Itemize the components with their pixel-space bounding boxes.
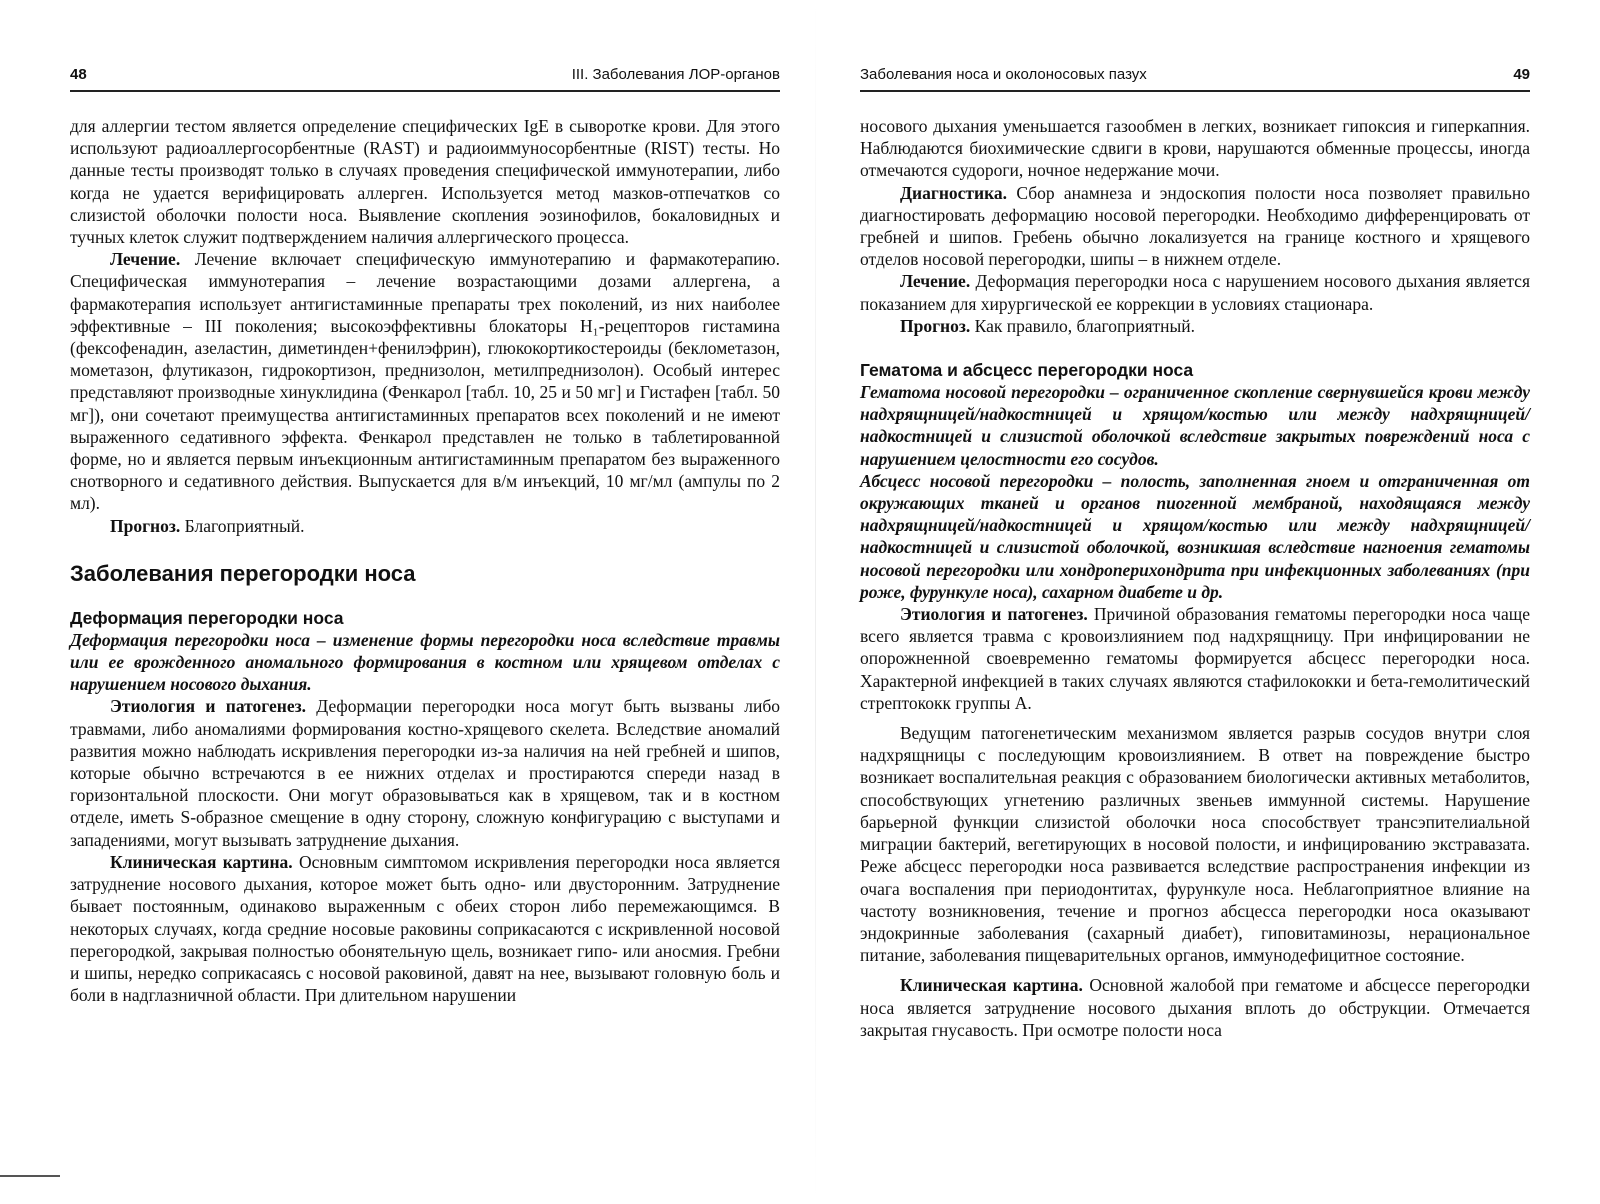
paragraph-text: Основным симптомом искривления перегородки носа является затруднение носового дыхания, которое может быть одно- или двусторонним. Затруднение бывает постоянным, одинаково выраженным с обеих сторон либо перемежающимся. В некоторых случаях, когда средние носовые раковины соприкасаются с искривленной носовой перегородкой, закрывая полностью обонятельную щель, возникает гипо- или аносмия. Гребни и шипы, нередко соприкасаясь с носовой раковиной, давят на нее, вызывают головную боль и боли в надглазничной области. При длительном нарушении [70,851,780,1006]
run-in-heading: Лечение. [900,271,971,292]
section-heading: Деформация перегородки носа [70,607,344,628]
book-gutter [815,0,816,1204]
paragraph-text: Лечение включает специфическую иммунотерапию и фармакотерапию. Специфическая иммунотерапия – лечение возрастающими дозами аллергена, а фармакотерапия использует антигистаминные препараты трех поколений, из них наиболее эффективные – III поколения; высокоэффективны блокаторы H₁-рецепторов гистамина (фексофенадин, азеластин, диметинден+фенилэфрин), глюкокортикостероиды (беклометазон, мометазон, флутиказон, гидрокортизон, преднизолон, метилпреднизолон). Особый интерес представляют производные хинуклидина (Фенкарол [табл. 10, 25 и 50 мг] и Гистафен [табл. 50 мг]), они сочетают преимущества антигистаминных препаратов всех поколений и не имеют выраженного седативного эффекта. Фенкарол представлен не только в таблетированной форме, но и является первым инъекционным антигистаминным препаратом без выраженного снотворного и седативного действия. Выпускается для в/м инъекций, 10 мг/мл (ампулы по 2 мл). [70,249,780,514]
running-head-title: Заболевания носа и околоносовых пазух [860,66,1147,83]
run-in-heading: Лечение. [110,249,181,270]
paragraph-etiology [860,603,1530,714]
page-body [860,115,1530,1041]
paragraph-text: Основной жалобой при гематоме и абсцессе перегородки носа является затруднение носового дыхания вплоть до обструкции. Отмечается закрытая гнусавость. При осмотре полости носа [860,975,1530,1040]
section-spacer [860,337,1530,359]
definition: Деформация перегородки носа – изменение формы перегородки носа вследствие травмы или ее врожденного аномального формирования в костном или хрящевом отделах с нарушением носового дыхания. [70,629,780,695]
run-in-heading: Клиническая картина. [110,851,293,872]
paragraph-text: Деформация перегородки носа с нарушением носового дыхания является показанием для хирургической ее коррекции в условиях стационара. [860,271,1530,314]
run-in-heading: Этиология и патогенез. [900,604,1088,625]
definition: Абсцесс носовой перегородки – полость, заполненная гноем и отграниченная от окружающих тканей и органов пиогенной мембраной, находящаяся между надхрящницей/надкостницей и хрящом/костью или между надхрящницей/надкостницей и слизистой оболочкой, возникшая вследствие нагноения гематомы носовой перегородки или хондроперихондрита при инфекционных заболеваниях (при роже, фурункуле носа), сахарном диабете и др. [860,470,1530,602]
paragraph-text: Причиной образования гематомы перегородки носа чаще всего является травма с кровоизлиянием под надхрящницу. При инфицировании не опорожненной своевременно гематомы формируется абсцесс перегородки носа. Характерной инфекцией в таких случаях являются стафилококки и бета-гемолитический стрептококк группы А. [860,604,1530,713]
paragraph-treatment [70,248,780,514]
section-heading: Гематома и абсцесс перегородки носа [860,360,1194,381]
paragraph-prognosis [70,515,780,537]
definition: Гематома носовой перегородки – ограниченное скопление свернувшейся крови между надхрящницей/надкостницей и хрящом/костью или между надхрящницей/надкостницей и слизистой оболочкой вследствие закрытых повреждений носа с нарушением целостности его сосудов. [860,382,1530,469]
running-head-title: III. Заболевания ЛОР-органов [571,66,780,83]
run-in-heading: Прогноз. [900,315,971,336]
paragraph-treatment [860,270,1530,314]
paragraph-diagnostics [860,182,1530,271]
paragraph-etiology [70,695,780,850]
left-page [70,0,780,1204]
paragraph-text: Как правило, благоприятный. [970,315,1196,336]
page-body [70,115,780,1006]
paragraph: носового дыхания уменьшается газообмен в легких, возникает гипоксия и гиперкапния. Наблюдаются биохимические сдвиги в крови, нарушаются обменные процессы, иногда отмечаются судороги, ночное недержание мочи. [860,116,1530,181]
chapter-heading: Заболевания перегородки носа [70,560,416,586]
right-page [860,0,1530,1204]
page-number: 48 [70,66,87,83]
paragraph-text: Сбор анамнеза и эндоскопия полости носа позволяет правильно диагностировать деформацию носовой перегородки. Необходимо дифференцировать от гребней и шипов. Гребень обычно локализуется на границе костного и хрящевого отделов носовой перегородки, шипы – в нижнем отделе. [860,182,1530,270]
page-number: 49 [1513,66,1530,83]
run-in-heading: Этиология и патогенез. [110,696,307,717]
paragraph-clinic [860,974,1530,1041]
paragraph-clinic [70,851,780,1006]
paragraph-text: Благоприятный. [180,515,305,536]
page-edge-mark [0,1175,60,1177]
running-head [70,60,780,92]
paragraph-text: Деформации перегородки носа могут быть вызваны либо травмами, либо аномалиями формирования костно-хрящевого скелета. Вследствие аномалий развития можно наблюдать искривления перегородки из-за наличия на ней гребней и шипов, которые обычно встречаются в ее нижних отделах и простираются спереди назад в горизонтальной плоскости. Они могут образовываться как в хрящевом, так и в костном отделе, иметь S-образное смещение в одну сторону, сложную конфигурацию с выступами и западениями, могут вызывать затруднение дыхания. [70,696,781,850]
running-head [860,60,1530,92]
paragraph-pathogenesis: Ведущим патогенетическим механизмом является разрыв сосудов внутри слоя надхрящницы с последующим кровоизлиянием. В ответ на повреждение быстро возникает воспалительная реакция с образованием биологически активных метаболитов, способствующих угнетению различных звеньев иммунной системы. Нарушение барьерной функции слизистой оболочки носа способствует трансэпителиальной миграции бактерий, вегетирующих в носовой полости, и инфицированию экстравазата. Реже абсцесс перегородки носа развивается вследствие распространения инфекции из очага воспаления при периодонтитах, фурункуле носа. Неблагоприятное влияние на частоту возникновения, течение и прогноз абсцесса перегородки носа оказывают эндокринные заболевания (сахарный диабет), гиповитаминозы, нерациональное питание, заболевания пищеварительных органов, иммунодефицитное состояние. [860,723,1530,966]
run-in-heading: Прогноз. [110,515,181,536]
paragraph-prognosis [860,315,1530,337]
run-in-heading: Диагностика. [900,182,1008,203]
paragraph: для аллергии тестом является определение специфических IgE в сыворотке крови. Для этого используют радиоаллергосорбентные (RAST) и радиоиммуносорбентные (RIST) тесты. Но данные тесты производят только в случаях проведения специфической иммунотерапии, либо когда не удается верифицировать аллерген. Используется метод мазков-отпечатков со слизистой оболочки полости носа. Выявление скопления эозинофилов, бокаловидных и тучных клеток служит подтверждением наличия аллергического процесса. [70,116,780,248]
run-in-heading: Клиническая картина. [900,975,1083,996]
